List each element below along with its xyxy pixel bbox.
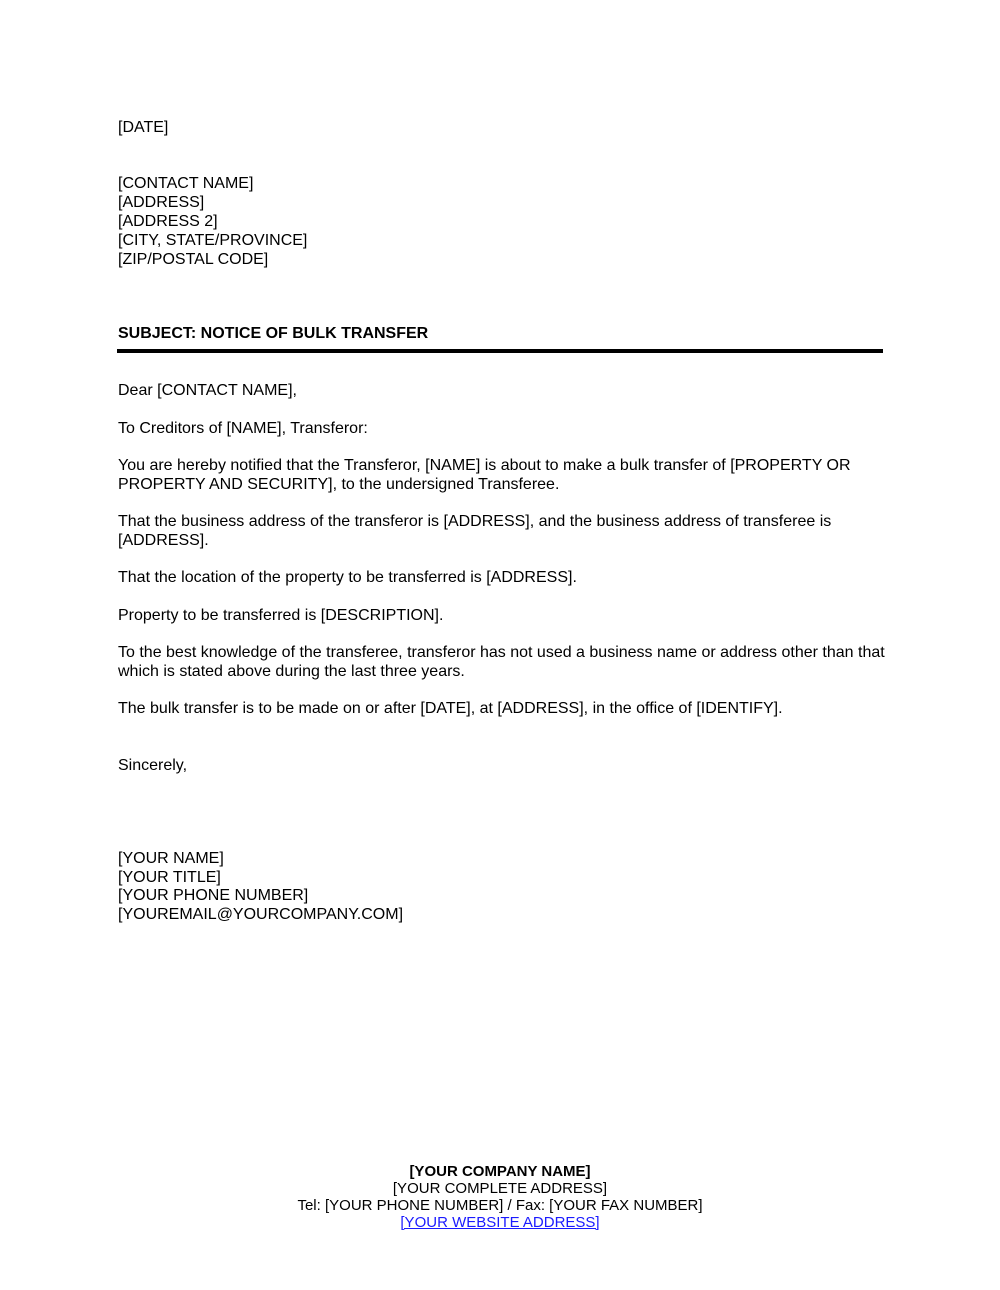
- paragraph-creditors: To Creditors of [NAME], Transferor:: [118, 420, 368, 437]
- recipient-city-state: [CITY, STATE/PROVINCE]: [118, 232, 308, 249]
- recipient-address2: [ADDRESS 2]: [118, 213, 218, 230]
- recipient-zip: [ZIP/POSTAL CODE]: [118, 251, 269, 268]
- paragraph-knowledge: To the best knowledge of the transferee, transferor has not used a business name or address other than that which is stated above during the last three years.: [118, 644, 885, 680]
- signature-email: [YOUREMAIL@YOURCOMPANY.COM]: [118, 906, 404, 923]
- footer-contact: Tel: [YOUR PHONE NUMBER] / Fax: [YOUR FAX NUMBER]: [297, 1197, 703, 1214]
- letter-date: [DATE]: [118, 119, 169, 136]
- subject-line: SUBJECT: NOTICE OF BULK TRANSFER: [118, 325, 429, 342]
- footer-company-name: [YOUR COMPANY NAME]: [409, 1163, 591, 1180]
- signature-name: [YOUR NAME]: [118, 850, 224, 867]
- signature-title: [YOUR TITLE]: [118, 869, 221, 886]
- footer-website-link[interactable]: [YOUR WEBSITE ADDRESS]: [400, 1214, 600, 1231]
- footer-address: [YOUR COMPLETE ADDRESS]: [392, 1180, 608, 1197]
- signature-phone: [YOUR PHONE NUMBER]: [118, 887, 309, 904]
- company-footer: [0, 1163, 1000, 1231]
- paragraph-property-location: That the location of the property to be transferred is [ADDRESS].: [118, 569, 577, 586]
- closing: Sincerely,: [118, 757, 188, 774]
- paragraph-business-address: That the business address of the transferor is [ADDRESS], and the business address of transferee is [ADDRESS].: [118, 513, 832, 549]
- paragraph-notification: You are hereby notified that the Transferor, [NAME] is about to make a bulk transfer of [PROPERTY OR PROPERTY AND SECURITY], to the undersigned Transferee.: [118, 457, 851, 493]
- paragraph-transfer-date: The bulk transfer is to be made on or after [DATE], at [ADDRESS], in the office of [IDENTIFY].: [118, 700, 783, 717]
- paragraph-property-description: Property to be transferred is [DESCRIPTION].: [118, 607, 444, 624]
- subject-divider: [117, 349, 883, 353]
- recipient-name: [CONTACT NAME]: [118, 175, 254, 192]
- salutation: Dear [CONTACT NAME],: [118, 382, 297, 399]
- recipient-address: [ADDRESS]: [118, 194, 205, 211]
